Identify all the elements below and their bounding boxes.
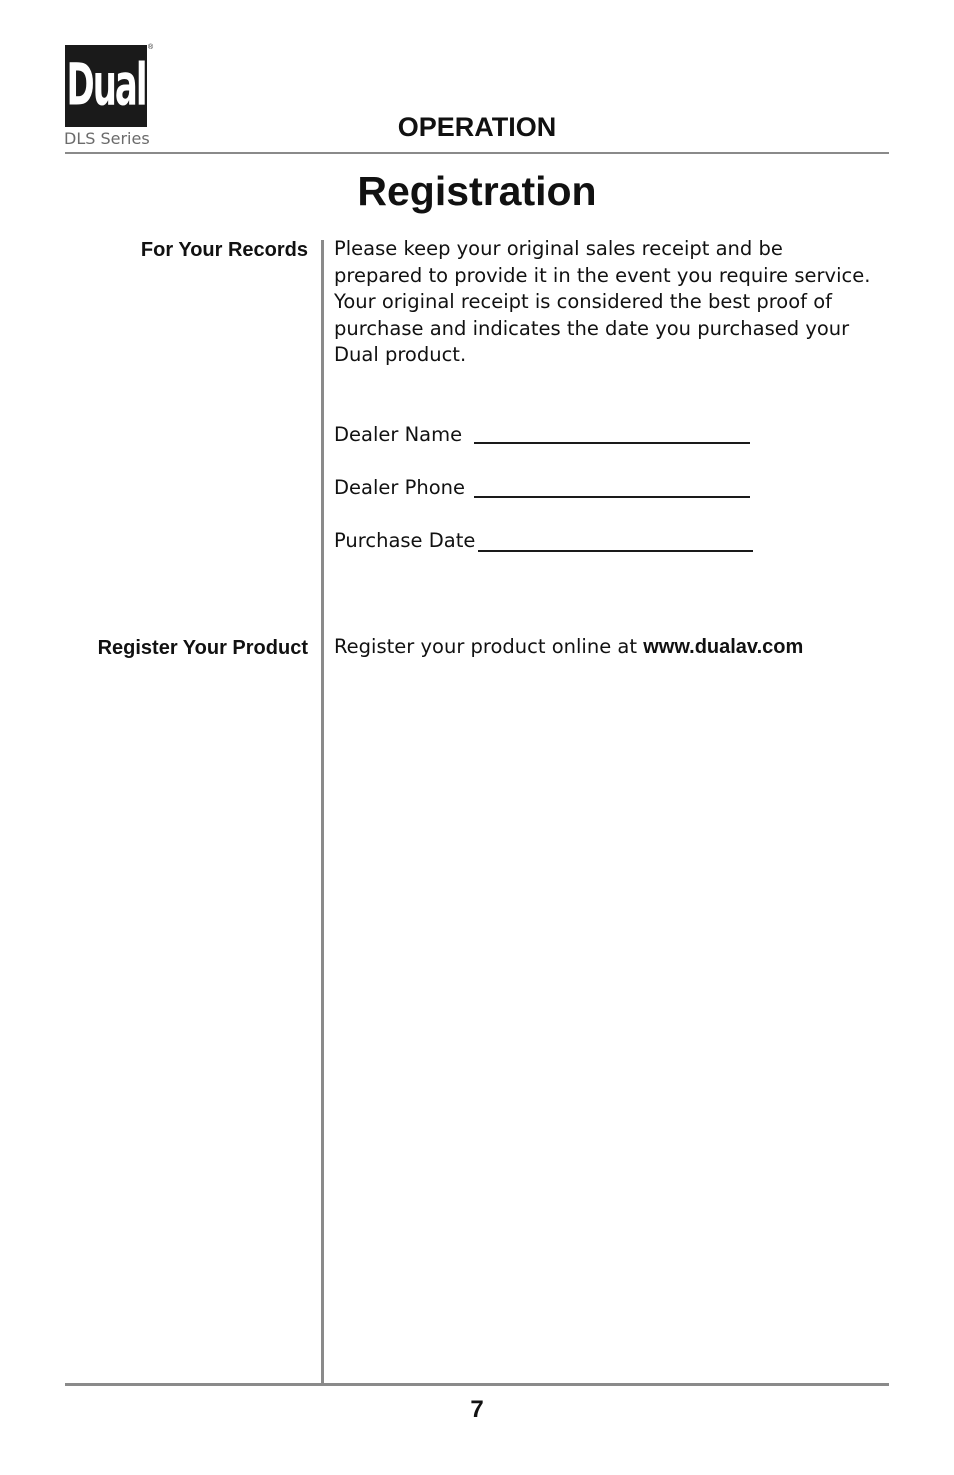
records-paragraph: Please keep your original sales receipt and be prepared to provide it in the event you require service. Your original receipt is considered the best proof of purchase and indicates the date you purchased your Dual product.: [334, 237, 871, 366]
series-name: DLS Series: [64, 129, 150, 148]
register-text: [334, 635, 803, 659]
bottom-divider: [65, 1383, 889, 1386]
purchase-date-label: Purchase Date: [334, 529, 476, 552]
page-number: 7: [470, 1396, 484, 1423]
section-heading: OPERATION: [397, 112, 557, 142]
dealer-phone-label: Dealer Phone: [334, 476, 465, 499]
register-text-prefix: Register your product online at: [334, 635, 644, 658]
logo-text: Dual: [66, 51, 146, 120]
dealer-phone-line[interactable]: [474, 496, 750, 498]
dealer-name-label: Dealer Name: [334, 423, 463, 446]
top-divider: [65, 152, 889, 154]
dealer-name-line[interactable]: [474, 442, 750, 444]
page-title: Registration: [357, 168, 597, 214]
register-label: Register Your Product: [97, 637, 308, 659]
purchase-date-line[interactable]: [478, 550, 753, 552]
column-divider: [321, 240, 324, 1384]
records-label: For Your Records: [140, 239, 308, 261]
register-url[interactable]: www.dualav.com: [643, 636, 804, 658]
registered-mark: ®: [148, 44, 154, 51]
